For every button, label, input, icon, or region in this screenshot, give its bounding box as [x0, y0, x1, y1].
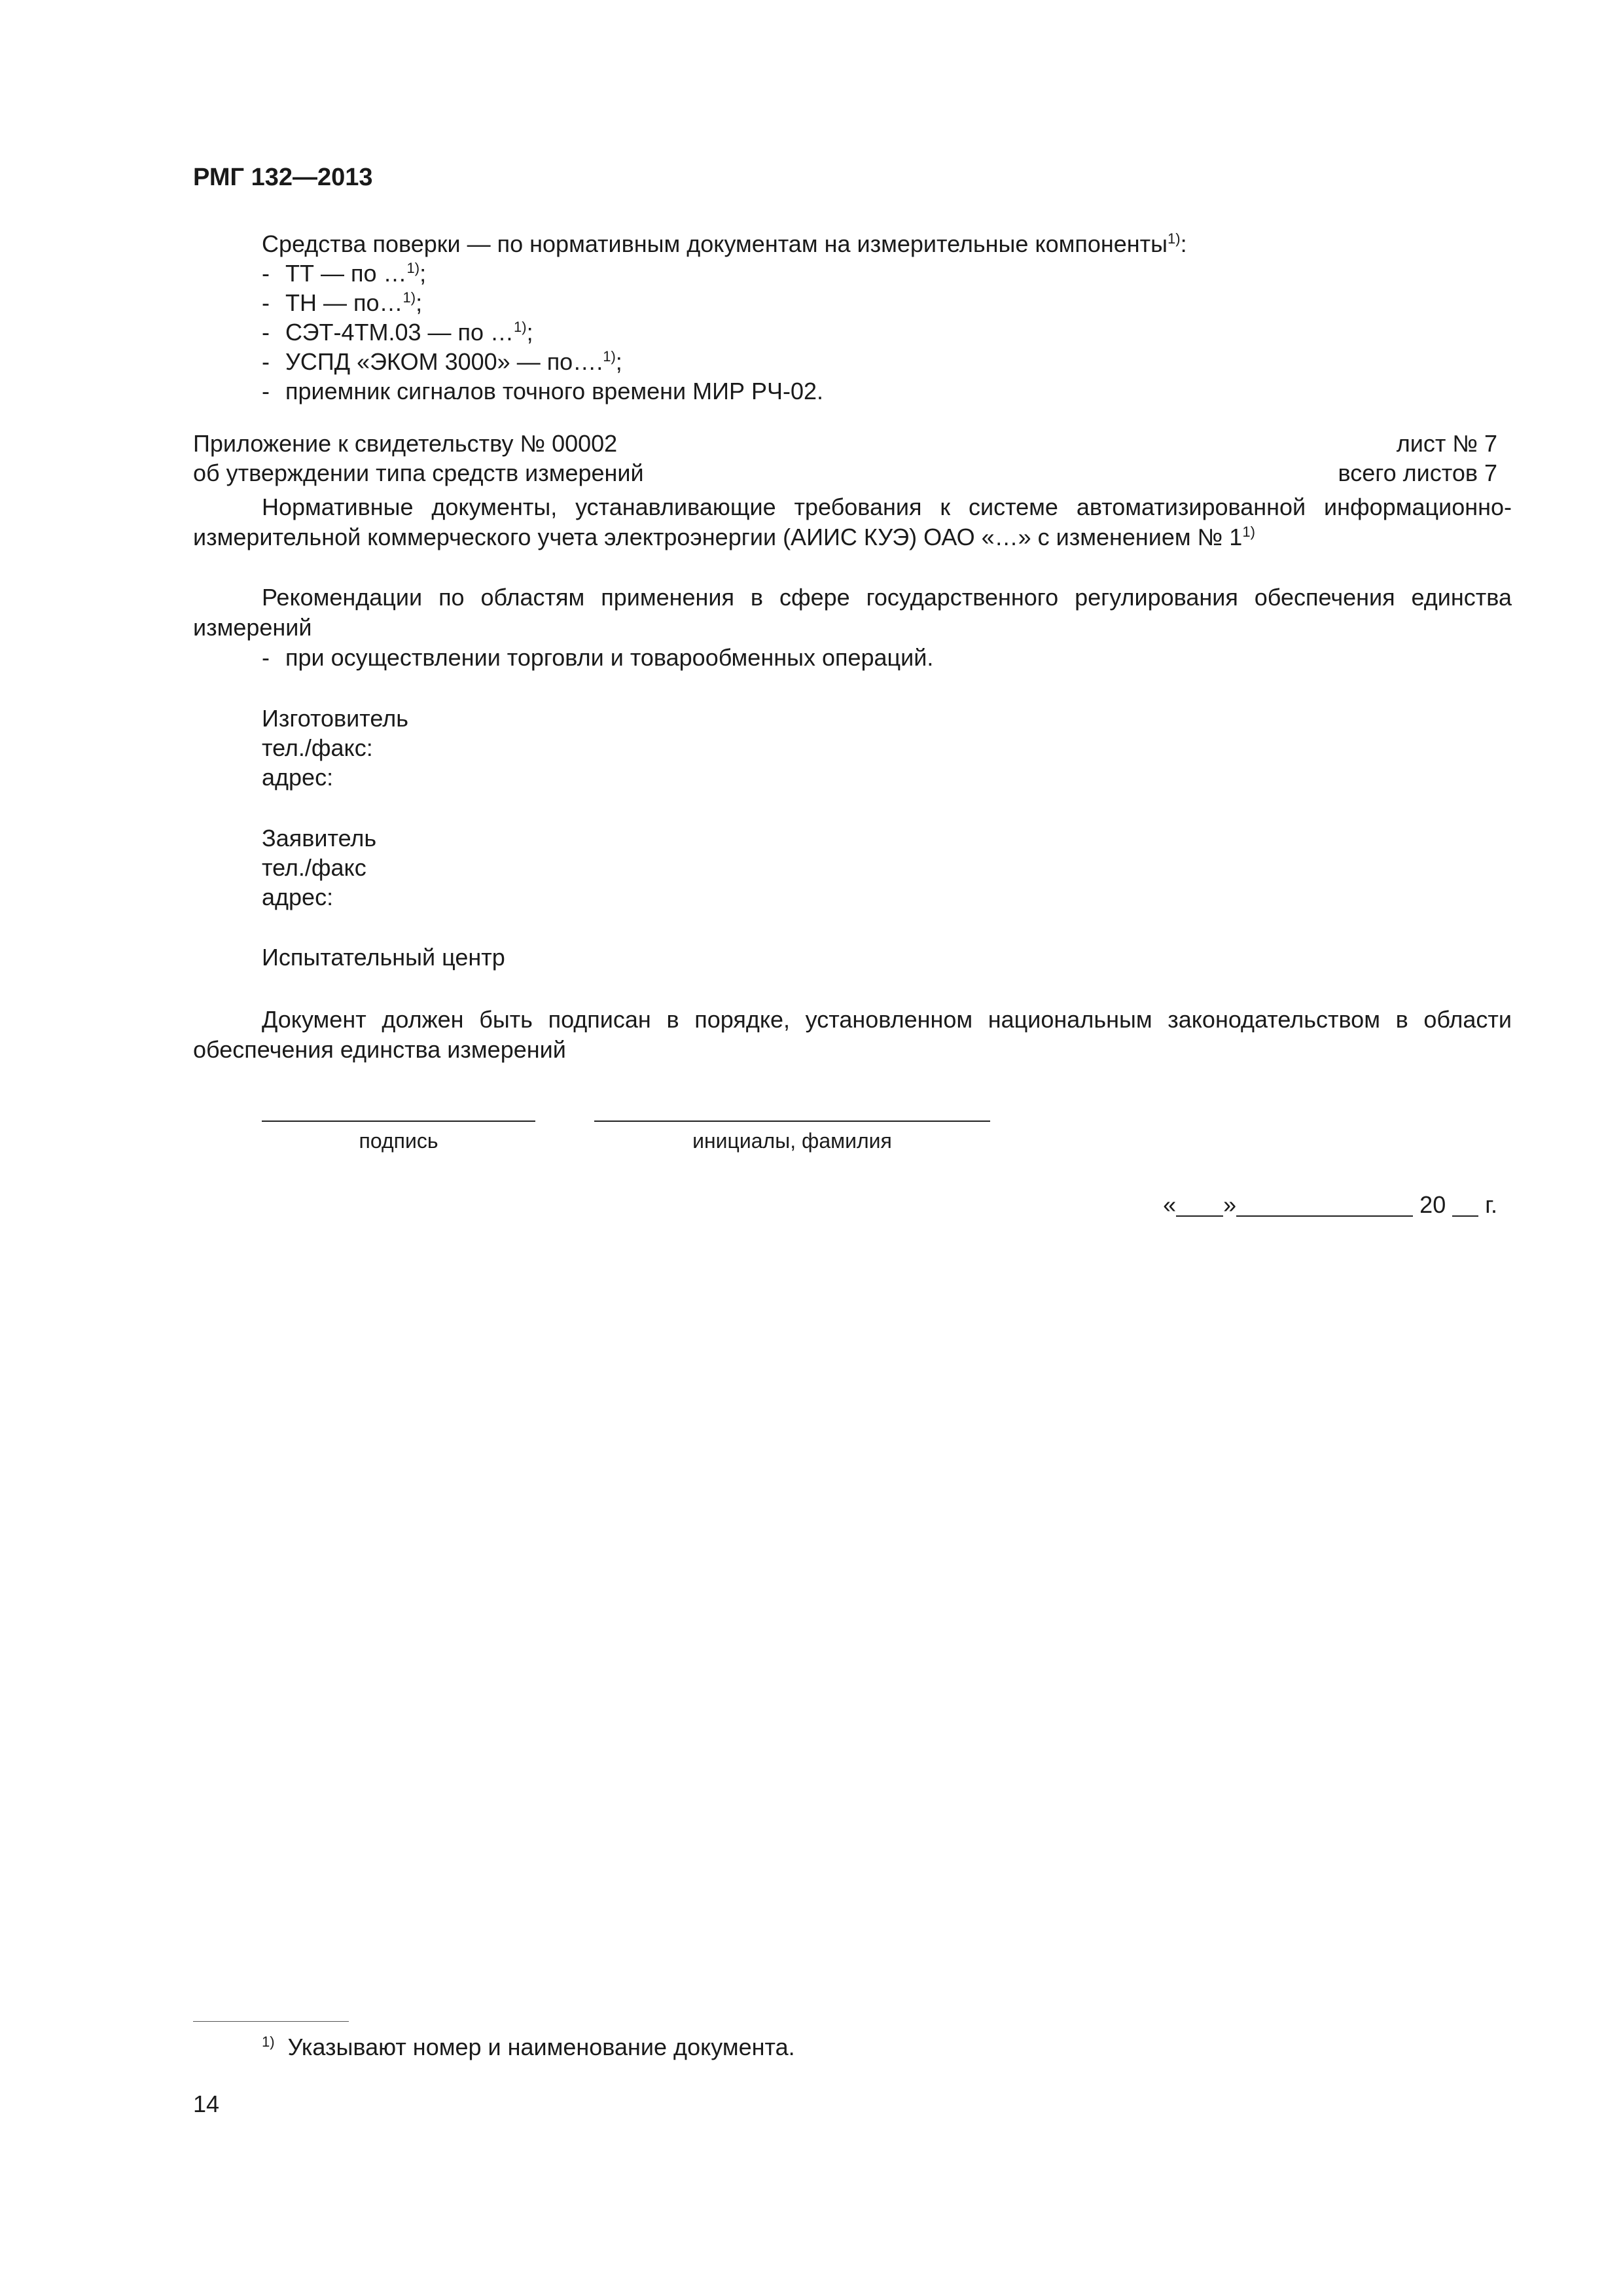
applicant-title: Заявитель	[262, 825, 377, 852]
list-item: - СЭТ-4ТМ.03 — по …$^{1)}$;	[262, 319, 533, 346]
normative-paragraph: Нормативные документы, устанавливающие требования к системе автоматизированной информационно- измерительной коммерческого учета электроэнергии (АИИС КУЭ) ОАО «…» с изменением № 1$^{1)}$	[193, 493, 1512, 550]
manufacturer-title: Изготовитель	[262, 705, 408, 732]
applicant-phone: тел./факс	[262, 854, 366, 881]
date-line: « » 20 г.	[1163, 1191, 1497, 1218]
sheet-total: всего листов 7	[1338, 459, 1497, 486]
document-code: РМГ 132—2013	[193, 164, 373, 191]
test-center-title: Испытательный центр	[262, 944, 505, 971]
signing-paragraph: Документ должен быть подписан в порядке, установленном национальным законодательством в области обеспечения единства измерений	[193, 1006, 1512, 1063]
list-item: - приемник сигналов точного времени МИР РЧ-02.	[262, 378, 824, 404]
recommendations-paragraph: Рекомендации по областям применения в сфере государственного регулирования обеспечения единства измерений	[193, 584, 1512, 641]
verification-intro: Средства поверки — по нормативным документам на измерительные компоненты$^{1)}$:	[262, 230, 1187, 257]
page-number: 14	[193, 2090, 220, 2117]
list-item: - при осуществлении торговли и товарообменных операций.	[262, 644, 934, 671]
appendix-line-2: об утверждении типа средств измерений	[193, 459, 644, 486]
manufacturer-address: адрес:	[262, 764, 334, 791]
footnote-separator	[193, 2021, 349, 2022]
name-line	[594, 1121, 990, 1122]
signature-caption: подпись	[359, 1129, 438, 1153]
signature-line	[262, 1121, 535, 1122]
applicant-address: адрес:	[262, 884, 334, 910]
list-item: - ТТ — по …$^{1)}$;	[262, 260, 427, 287]
name-caption: инициалы, фамилия	[692, 1129, 892, 1153]
list-item: - УСПД «ЭКОМ 3000» — по….$^{1)}$;	[262, 348, 622, 375]
manufacturer-phone: тел./факс:	[262, 734, 373, 761]
footnote: $^{1)}$ Указывают номер и наименование документа.	[262, 2034, 795, 2060]
appendix-line-1: Приложение к свидетельству № 00002	[193, 430, 618, 457]
list-item: - ТН — по…$^{1)}$;	[262, 289, 423, 316]
sheet-number: лист № 7	[1396, 430, 1497, 457]
